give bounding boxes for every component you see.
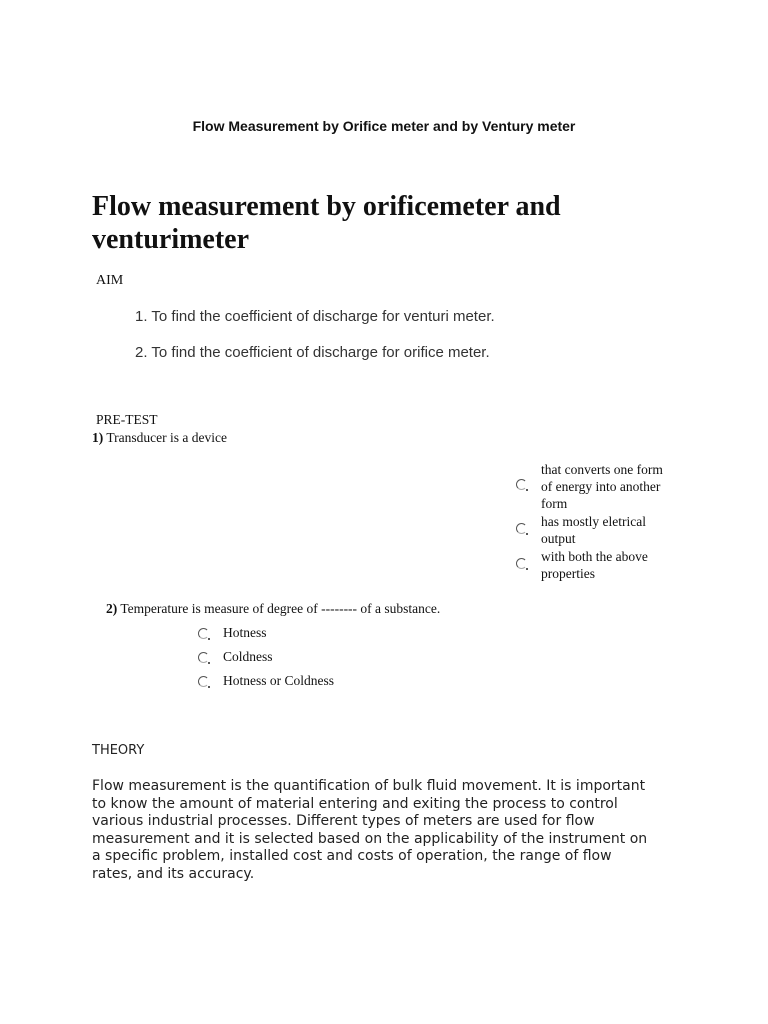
question-1 (92, 430, 227, 446)
option-label: with both the above properties (541, 549, 648, 581)
aim-item: 1. To find the coefficient of discharge for venturi meter. (135, 308, 495, 325)
option-label: Coldness (223, 649, 273, 664)
radio-button-icon[interactable] (198, 652, 209, 663)
option-label: that converts one form of energy into another form (541, 462, 663, 511)
question-text: Temperature is measure of degree of -------- of a substance. (117, 601, 441, 616)
radio-button-icon[interactable] (516, 558, 527, 569)
q2-option-b[interactable] (198, 648, 273, 665)
radio-button-icon[interactable] (198, 676, 209, 687)
question-number: 2) (106, 601, 118, 616)
theory-paragraph: Flow measurement is the quantification of bulk fluid movement. It is important to know the amount of material entering and exiting the process to control various industrial processes. Different types of meters are used for flow measurement and it is selected based on the applicability of the instrument on a specific problem, installed cost and costs of operation, the range of flow rates, and its accuracy. (92, 778, 648, 882)
main-title: Flow measurement by orificemeter and venturimeter (92, 191, 561, 255)
option-label: has mostly eletrical output (541, 514, 646, 546)
q1-option-a[interactable] (516, 461, 676, 512)
question-text: Transducer is a device (103, 430, 227, 445)
option-label: Hotness (223, 625, 267, 640)
header-title: Flow Measurement by Orifice meter and by Ventury meter (192, 118, 576, 134)
question-number: 1) (92, 430, 104, 445)
q1-option-b[interactable] (516, 513, 676, 547)
aim-item: 2. To find the coefficient of discharge for orifice meter. (135, 344, 490, 361)
radio-button-icon[interactable] (516, 523, 527, 534)
theory-label: THEORY (92, 743, 145, 758)
option-label: Hotness or Coldness (223, 673, 334, 688)
q2-option-c[interactable] (198, 672, 334, 689)
aim-label: AIM (96, 273, 124, 288)
q1-option-c[interactable] (516, 548, 681, 582)
question-2 (106, 601, 440, 617)
radio-button-icon[interactable] (198, 628, 209, 639)
q2-option-a[interactable] (198, 624, 267, 641)
pretest-label: PRE-TEST (96, 412, 158, 427)
radio-button-icon[interactable] (516, 479, 527, 490)
